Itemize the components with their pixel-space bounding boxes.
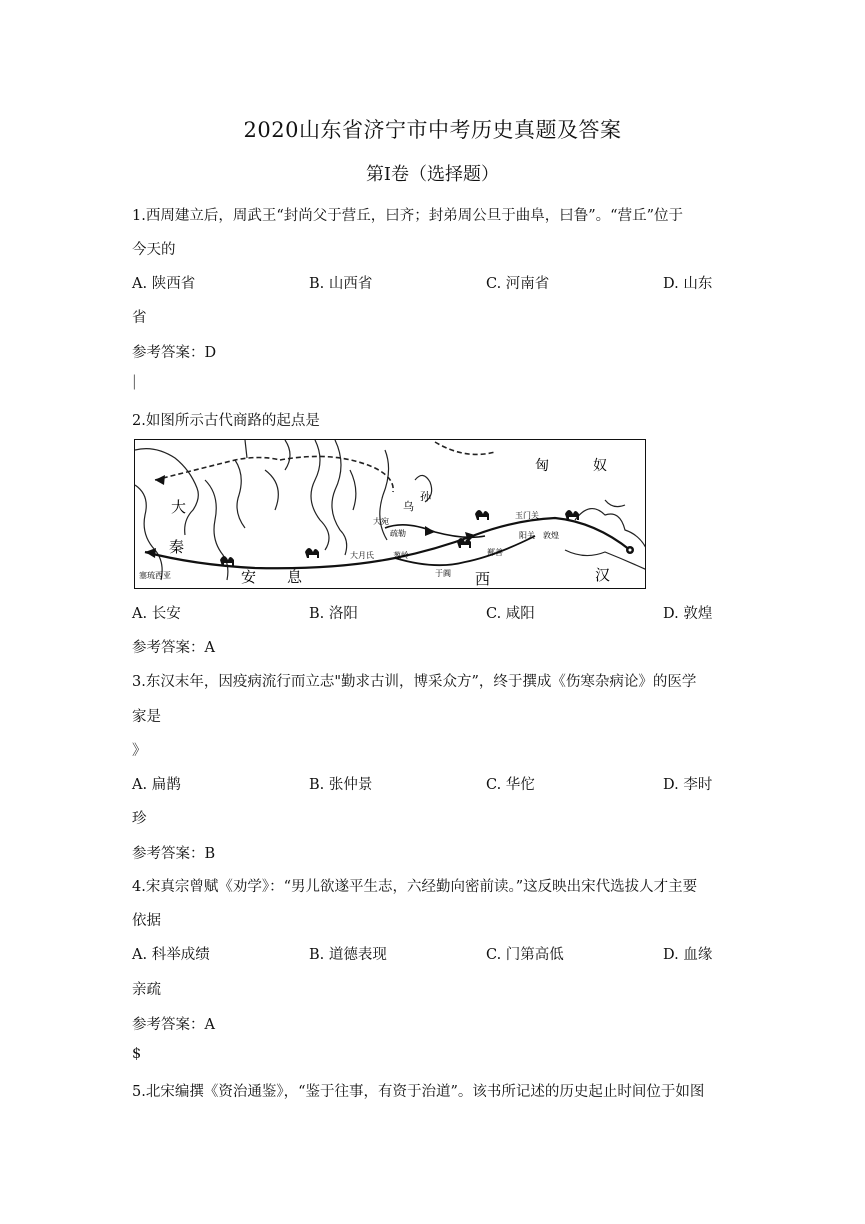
q2-option-d: D. 敦煌 <box>663 606 713 622</box>
q1-stem-line2: 今天的 <box>132 242 176 258</box>
q3-option-a: A. 扁鹊 <box>132 777 181 793</box>
q4-option-b: B. 道德表现 <box>309 947 387 963</box>
q3-stem-line2: 家是 <box>132 709 161 725</box>
map-label-sailuxiya: 塞琉西亚 <box>139 571 171 580</box>
q4-option-a: A. 科举成绩 <box>132 947 210 963</box>
stray-mark-q4: $ <box>132 1046 142 1062</box>
q4-stem-line1: 4.宋真宗曾赋《劝学》：“男儿欲遂平生志，六经勤向密前读。”这反映出宋代选拔人才主要 <box>132 879 698 895</box>
map-label-yumenguan: 玉门关 <box>515 511 539 520</box>
q2-answer: 参考答案：A <box>132 640 215 656</box>
silk-road-map <box>134 439 646 589</box>
q1-answer: 参考答案：D <box>132 345 217 361</box>
map-label-sun: 孙 <box>420 490 431 503</box>
q4-option-c: C. 门第高低 <box>486 947 564 963</box>
map-label-dayuezhi: 大月氏 <box>350 551 374 560</box>
q5-stem-line1: 5.北宋编撰《资治通鉴》，“鉴于往事，有资于治道”。该书所记述的历史起止时间位于如图 <box>132 1084 705 1100</box>
q3-option-wrap: 珍 <box>132 811 147 827</box>
q4-option-d: D. 血缘 <box>663 947 713 963</box>
stray-mark-q3: 》 <box>132 743 147 759</box>
q3-option-b: B. 张仲景 <box>309 777 373 793</box>
q1-option-c: C. 河南省 <box>486 276 550 292</box>
q4-answer: 参考答案：A <box>132 1017 215 1033</box>
map-label-an: 安 <box>241 568 257 586</box>
q1-option-wrap: 省 <box>132 310 147 326</box>
map-label-wu: 乌 <box>403 500 414 513</box>
map-label-xi-2: 西 <box>475 570 491 588</box>
q2-option-c: C. 咸阳 <box>486 606 535 622</box>
q3-option-d: D. 李时 <box>663 777 713 793</box>
q4-option-wrap: 亲疏 <box>132 982 161 998</box>
q1-stem-line1: 1.西周建立后，周武王“封尚父于营丘，曰齐；封弟周公旦于曲阜，曰鲁”。“营丘”位于 <box>132 208 683 224</box>
q3-answer: 参考答案：B <box>132 846 216 862</box>
map-label-shanshan: 鄯善 <box>487 548 503 557</box>
map-label-han: 汉 <box>595 566 611 584</box>
map-label-dawan: 大宛 <box>373 517 389 526</box>
map-label-congling: 葱岭 <box>393 551 409 560</box>
map-label-xi: 息 <box>287 568 303 586</box>
q1-option-b: B. 山西省 <box>309 276 373 292</box>
map-label-da: 大 <box>171 498 187 516</box>
q3-option-c: C. 华佗 <box>486 777 535 793</box>
map-label-xiongnu-2: 奴 <box>593 458 607 474</box>
q1-option-d: D. 山东 <box>663 276 713 292</box>
map-label-shule: 疏勒 <box>390 529 406 538</box>
q4-stem-line2: 依据 <box>132 913 161 929</box>
map-label-yutian: 于阗 <box>435 569 451 578</box>
q3-stem-line1: 3.东汉末年，因疫病流行而立志"勤求古训，博采众方”，终于撰成《伤寒杂病论》的医学 <box>132 674 697 690</box>
q2-stem: 2.如图所示古代商路的起点是 <box>132 413 320 429</box>
page-title: 2020山东省济宁市中考历史真题及答案 <box>243 118 622 142</box>
q2-option-a: A. 长安 <box>132 606 181 622</box>
stray-mark: | <box>132 374 137 390</box>
map-label-qin: 秦 <box>169 538 185 556</box>
q2-option-b: B. 洛阳 <box>309 606 358 622</box>
map-label-dunhuang: 敦煌 <box>543 531 559 540</box>
q1-option-a: A. 陕西省 <box>132 276 196 292</box>
section-title: 第Ⅰ卷（选择题） <box>365 164 500 185</box>
map-label-xiongnu-1: 匈 <box>535 458 549 474</box>
map-label-yangguan: 阳关 <box>519 531 535 540</box>
